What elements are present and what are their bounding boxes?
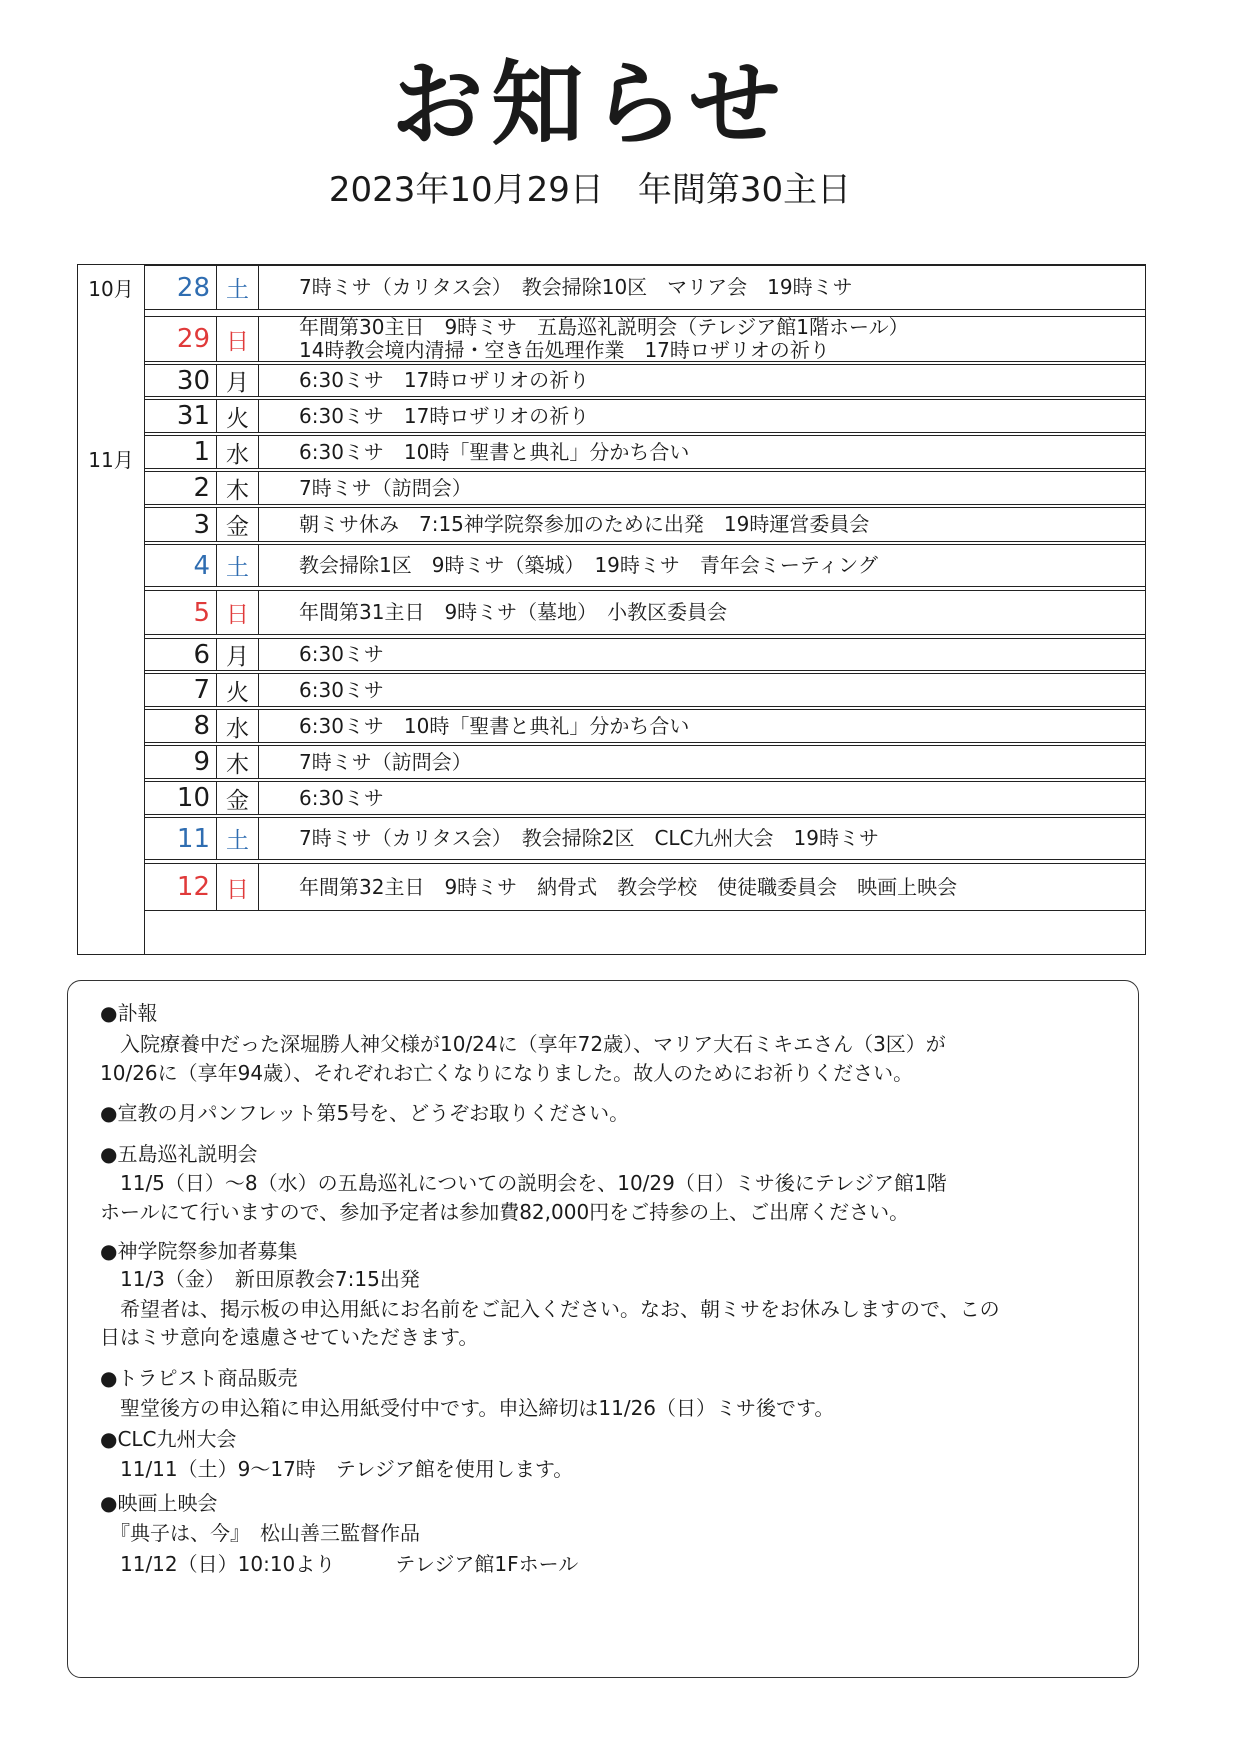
day-number: 31 [176,401,210,431]
weekday-label: 月 [216,365,259,396]
event-text: 朝ミサ休み 7:15神学院祭参加のために出発 19時運営委員会 [299,512,870,536]
event-cell [299,591,1137,634]
weekday-label: 月 [216,639,259,670]
weekday-label: 日 [216,591,259,634]
event-text: 6:30ミサ 17時ロザリオの祈り [299,368,590,392]
day-number: 12 [176,872,210,902]
notice-heading: ●訃報 [100,1001,158,1025]
schedule-row [144,507,1145,542]
event-text: 7時ミサ（カリタス会） 教会掃除10区 マリア会 19時ミサ [299,275,853,299]
weekday-label: 火 [216,400,259,432]
weekday-label: 土 [216,818,259,859]
schedule-row [144,364,1145,397]
schedule-row [144,817,1145,860]
event-cell [299,674,1137,706]
event-cell [299,639,1137,670]
weekday-label: 木 [216,472,259,504]
event-text: 年間第30主日 9時ミサ 五島巡礼説明会（テレジア館1階ホール） [299,315,909,339]
weekday-label: 火 [216,674,259,706]
day-number: 2 [193,473,210,503]
notice-heading: ●宣教の月パンフレット第5号を、どうぞお取りください。 [100,1101,630,1125]
month-label: 10月 [88,277,134,301]
day-number: 10 [176,783,210,813]
event-cell [299,365,1137,396]
event-cell [299,864,1137,910]
day-number: 30 [176,365,210,396]
event-text: 7時ミサ（訪問会） [299,749,472,774]
weekday-label: 土 [216,266,259,309]
event-cell [299,266,1137,309]
schedule-row [144,265,1145,310]
schedule-row [144,435,1145,469]
schedule-row [144,781,1145,815]
event-cell [299,436,1137,468]
notice-text: ホールにて行いますので、参加予定者は参加費82,000円をご持参の上、ご出席ください。 [100,1200,910,1224]
schedule-row [144,471,1145,505]
day-number: 29 [176,324,210,354]
event-cell [299,508,1137,541]
notice-text: 入院療養中だった深堀勝人神父様が10/24に（享年72歳）、マリア大石ミキエさん（3区）が [100,1032,946,1056]
notice-heading: ●トラピスト商品販売 [100,1366,298,1390]
notice-text: 11/11（土）9～17時 テレジア館を使用します。 [100,1457,574,1481]
month-label: 11月 [88,448,134,472]
schedule-row [144,590,1145,635]
day-number: 9 [193,747,210,777]
event-cell [299,746,1137,778]
event-text: 年間第31主日 9時ミサ（墓地） 小教区委員会 [299,600,728,624]
notice-text: 11/12（日）10:10より テレジア館1Fホール [100,1552,579,1576]
day-number: 28 [176,272,210,303]
weekday-label: 水 [216,710,259,742]
weekday-label: 水 [216,436,259,468]
weekday-label: 日 [216,317,259,361]
schedule-row [144,863,1145,911]
notice-text: 『典子は、今』 松山善三監督作品 [100,1521,420,1545]
event-text: 7時ミサ（訪問会） [299,475,472,500]
weekday-label: 土 [216,545,259,586]
page-subtitle: 2023年10月29日 年間第30主日 [328,170,852,210]
event-cell [299,782,1137,814]
event-text: 6:30ミサ 10時「聖書と典礼」分かち合い [299,439,690,464]
notice-heading: ●CLC九州大会 [100,1427,237,1451]
day-number: 1 [193,437,210,467]
notice-text: 希望者は、掲示板の申込用紙にお名前をご記入ください。なお、朝ミサをお休みしますので、この [100,1297,1000,1321]
event-cell [299,818,1137,859]
event-text: 14時教会境内清掃・空き缶処理作業 17時ロザリオの祈り [299,338,830,362]
weekday-label: 日 [216,864,259,910]
event-text: 6:30ミサ [299,785,384,810]
weekday-label: 木 [216,746,259,778]
day-number: 5 [193,597,210,628]
notice-heading: ●映画上映会 [100,1491,218,1515]
event-text: 年間第32主日 9時ミサ 納骨式 教会学校 使徒職委員会 映画上映会 [299,874,958,899]
day-number: 7 [193,675,210,705]
event-text: 7時ミサ（カリタス会） 教会掃除2区 CLC九州大会 19時ミサ [299,826,879,850]
schedule-row [144,544,1145,587]
day-number: 4 [193,550,210,581]
day-number: 6 [193,639,210,670]
event-text: 6:30ミサ [299,677,384,702]
event-cell [299,400,1137,432]
event-text: 教会掃除1区 9時ミサ（築城） 19時ミサ 青年会ミーティング [299,553,878,577]
event-text: 6:30ミサ [299,642,384,666]
schedule-row [144,745,1145,779]
schedule-row [144,399,1145,433]
day-number: 11 [176,823,210,854]
notice-text: 日はミサ意向を遠慮させていただきます。 [100,1325,479,1349]
schedule-row [144,638,1145,671]
schedule-table [77,264,1146,955]
notice-text: 11/5（日）～8（水）の五島巡礼についての説明会を、10/29（日）ミサ後にテレジア館1階 [100,1171,947,1195]
notice-text: 11/3（金） 新田原教会7:15出発 [100,1267,420,1291]
event-text: 6:30ミサ 17時ロザリオの祈り [299,403,590,428]
event-cell [299,710,1137,742]
schedule-row [144,673,1145,707]
weekday-label: 金 [216,508,259,541]
weekday-label: 金 [216,782,259,814]
event-cell [299,317,1137,361]
notice-heading: ●神学院祭参加者募集 [100,1239,298,1263]
event-cell [299,545,1137,586]
event-cell [299,472,1137,504]
notice-text: 聖堂後方の申込箱に申込用紙受付中です。申込締切は11/26（日）ミサ後です。 [100,1396,835,1420]
notice-text: 10/26に（享年94歳）、それぞれお亡くなりになりました。故人のためにお祈りください。 [100,1061,914,1085]
event-text: 6:30ミサ 10時「聖書と典礼」分かち合い [299,713,690,738]
schedule-row [144,316,1145,362]
page-title: お知らせ [391,51,789,158]
schedule-row [144,709,1145,743]
notice-heading: ●五島巡礼説明会 [100,1142,258,1166]
day-number: 8 [193,711,210,741]
day-number: 3 [193,509,210,540]
